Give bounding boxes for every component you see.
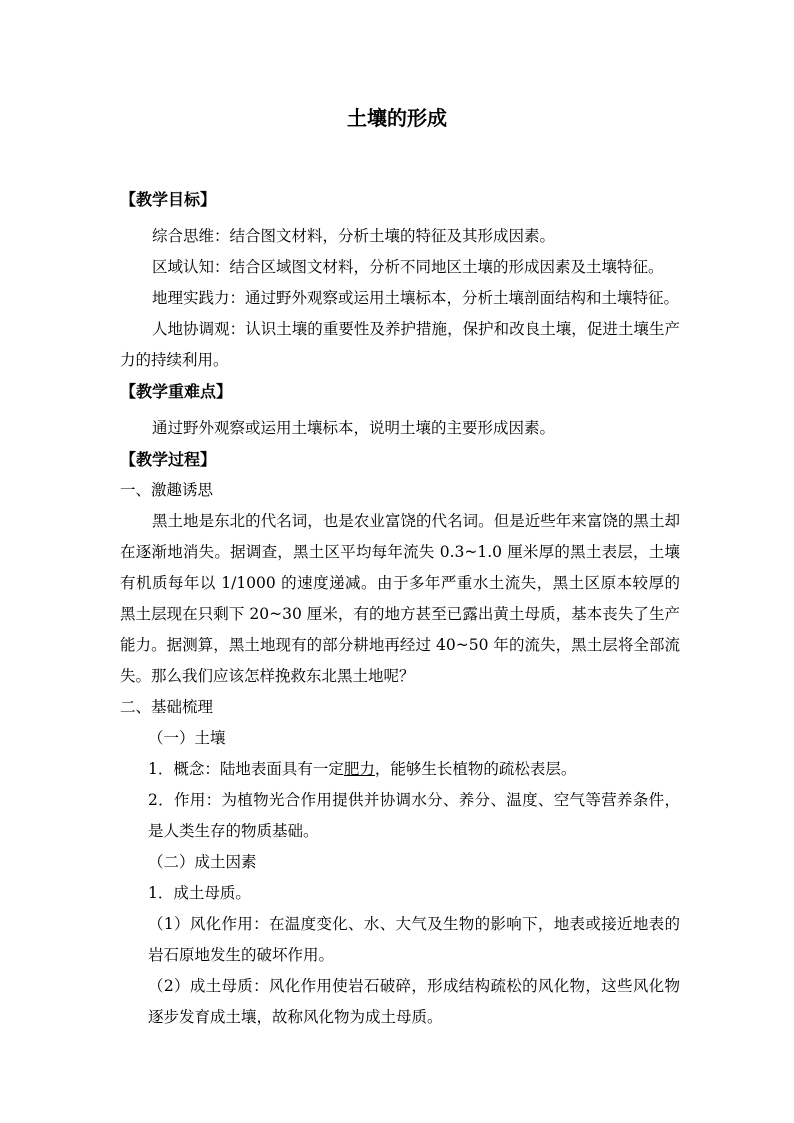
goal-item: 综合思维：结合图文材料，分析土壤的特征及其形成因素。 [152, 227, 556, 245]
sub1-item1 [148, 754, 680, 785]
goal-item: 区域认知：结合区域图文材料，分析不同地区土壤的形成因素及土壤特征。 [152, 258, 664, 276]
document-body [120, 184, 680, 1033]
document-title: 土壤的形成 [347, 106, 447, 130]
goal-item: 人地协调观：认识土壤的重要性及养护措施，保护和改良土壤，促进土壤生产力的持续利用。 [120, 320, 680, 369]
sub2-item1: 1．成土母质。 [148, 884, 251, 902]
part1-heading: 一、激趣诱思 [120, 481, 214, 499]
goals-heading: 【教学目标】 [120, 190, 217, 209]
sub1-item1-prefix: 1．概念：陆地表面具有一定 [148, 760, 344, 778]
sub1-item2: 2．作用：为植物光合作用提供并协调水分、养分、温度、空气等营养条件，是人类生存的物质基础。 [148, 791, 680, 840]
part1-text: 黑土地是东北的代名词，也是农业富饶的代名词。但是近些年来富饶的黑土却在逐渐地消失。据调查，黑土区平均每年流失 0.3~1.0 厘米厚的黑土表层，土壤有机质每年以 1/1000 的速度递减。由于多年严重水土流失，黑土区原本较厚的黑土层现在只剩下 20~30 厘米，有的地方甚至已露出黄土母质，基本丧失了生产能力。据测算，黑土地现有的部分耕地再经过 40~50 年的流失，黑土层将全部流失。那么我们应该怎样挽救东北黑土地呢？ [120, 512, 680, 685]
keypoints-heading: 【教学重难点】 [120, 382, 233, 401]
goal-item: 地理实践力：通过野外观察或运用土壤标本，分析土壤剖面结构和土壤特征。 [152, 289, 680, 307]
keypoints-text: 通过野外观察或运用土壤标本，说明土壤的主要形成因素。 [152, 419, 556, 437]
sub1-heading: （一）土壤 [148, 729, 226, 747]
sub1-item1-suffix: ，能够生长植物的疏松表层。 [374, 760, 577, 778]
process-heading: 【教学过程】 [120, 450, 217, 469]
sub1-item1-underlined-term: 肥力 [343, 760, 375, 778]
sub2-item1-a: （1）风化作用：在温度变化、水、大气及生物的影响下，地表或接近地表的岩石原地发生的破坏作用。 [148, 915, 680, 964]
part2-heading: 二、基础梳理 [120, 698, 214, 716]
sub2-item1-b: （2）成土母质：风化作用使岩石破碎，形成结构疏松的风化物，这些风化物逐步发育成土壤，故称风化物为成土母质。 [148, 977, 680, 1026]
sub2-heading: （二）成土因素 [148, 853, 257, 871]
